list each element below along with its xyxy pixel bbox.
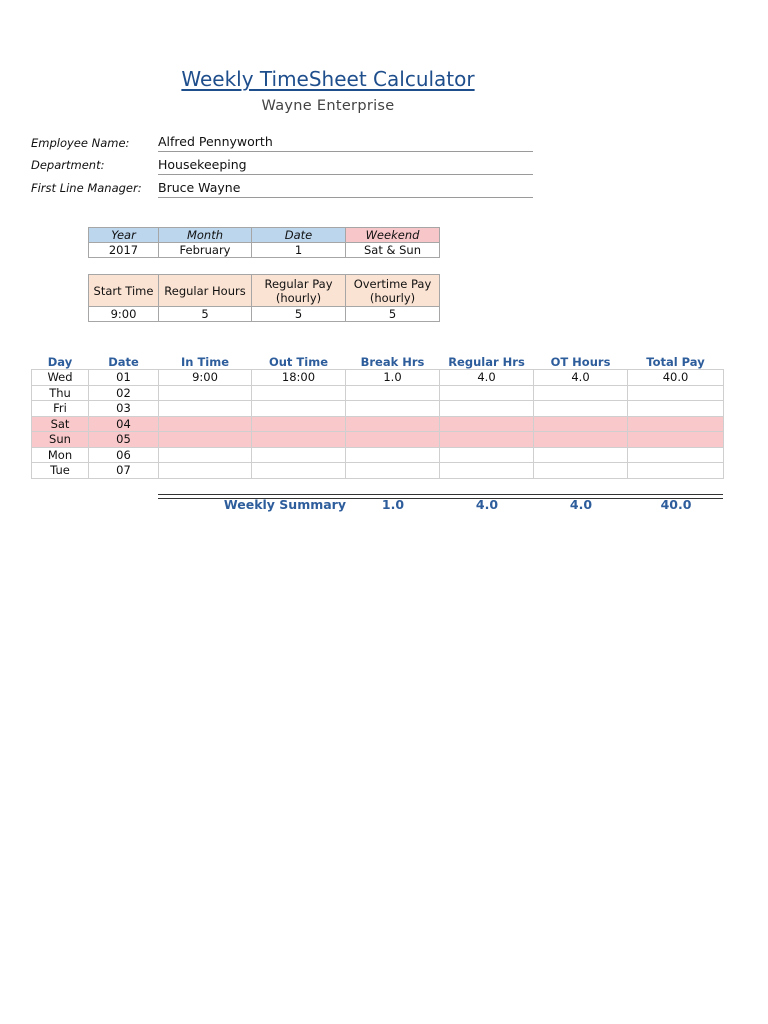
- date-cell: 05: [89, 432, 159, 448]
- column-header: Regular Hrs: [448, 354, 525, 369]
- table-row: [32, 463, 724, 479]
- date-cell: 07: [89, 463, 159, 479]
- day-cell: Thu: [32, 385, 89, 401]
- period-table: [88, 227, 440, 258]
- break-hrs-cell[interactable]: 1.0: [346, 370, 440, 386]
- regular-hrs-cell[interactable]: [440, 447, 534, 463]
- total-pay-cell[interactable]: [628, 463, 724, 479]
- regular-hours-header: Regular Hours: [159, 275, 252, 307]
- out-time-cell[interactable]: [252, 447, 346, 463]
- out-time-cell[interactable]: 18:00: [252, 370, 346, 386]
- timesheet-header-row: [32, 354, 724, 370]
- day-cell: Mon: [32, 447, 89, 463]
- timesheet-table: [31, 354, 724, 479]
- total-pay-cell[interactable]: [628, 385, 724, 401]
- total-pay-cell[interactable]: [628, 416, 724, 432]
- out-time-cell[interactable]: [252, 432, 346, 448]
- regular-hrs-cell[interactable]: 4.0: [440, 370, 534, 386]
- day-cell: Fri: [32, 401, 89, 417]
- day-cell: Wed: [32, 370, 89, 386]
- date-header: Date: [252, 228, 346, 243]
- regular-hrs-cell[interactable]: [440, 401, 534, 417]
- total-pay-cell[interactable]: 40.0: [628, 370, 724, 386]
- column-header: OT Hours: [550, 354, 611, 369]
- regular-hrs-cell[interactable]: [440, 416, 534, 432]
- summary-ot-hours: 4.0: [569, 497, 593, 512]
- month-header: Month: [159, 228, 252, 243]
- ot-hours-cell[interactable]: 4.0: [534, 370, 628, 386]
- column-header: Date: [108, 354, 139, 369]
- total-pay-cell[interactable]: [628, 432, 724, 448]
- column-header: Out Time: [268, 354, 329, 369]
- regular-hours-cell[interactable]: 5: [159, 307, 252, 322]
- start-time-cell[interactable]: 9:00: [89, 307, 159, 322]
- in-time-cell[interactable]: [159, 463, 252, 479]
- total-pay-cell[interactable]: [628, 401, 724, 417]
- employee-name-label: Employee Name:: [31, 136, 130, 150]
- ot-hours-cell[interactable]: [534, 401, 628, 417]
- day-cell: Tue: [32, 463, 89, 479]
- in-time-cell[interactable]: [159, 432, 252, 448]
- year-header: Year: [89, 228, 159, 243]
- table-row: [32, 385, 724, 401]
- table-row: [32, 401, 724, 417]
- total-pay-cell[interactable]: [628, 447, 724, 463]
- in-time-cell[interactable]: [159, 401, 252, 417]
- manager-label: First Line Manager:: [31, 181, 142, 195]
- table-row: [32, 447, 724, 463]
- in-time-cell[interactable]: 9:00: [159, 370, 252, 386]
- table-row: [32, 432, 724, 448]
- ot-hours-cell[interactable]: [534, 385, 628, 401]
- date-cell: 04: [89, 416, 159, 432]
- table-row: [32, 416, 724, 432]
- day-cell: Sun: [32, 432, 89, 448]
- column-header: Break Hrs: [360, 354, 425, 369]
- ot-hours-cell[interactable]: [534, 447, 628, 463]
- year-cell[interactable]: 2017: [89, 243, 159, 258]
- date-cell: 02: [89, 385, 159, 401]
- regular-hrs-cell[interactable]: [440, 432, 534, 448]
- column-header: Day: [47, 354, 73, 369]
- start-time-header: Start Time: [89, 275, 159, 307]
- company-name: Wayne Enterprise: [261, 98, 395, 114]
- summary-total-pay: 40.0: [660, 497, 692, 512]
- break-hrs-cell[interactable]: [346, 432, 440, 448]
- summary-break-hrs: 1.0: [381, 497, 405, 512]
- date-cell[interactable]: 1: [252, 243, 346, 258]
- department-label: Department:: [31, 158, 105, 172]
- department-field[interactable]: Housekeeping: [158, 157, 533, 175]
- break-hrs-cell[interactable]: [346, 401, 440, 417]
- out-time-cell[interactable]: [252, 385, 346, 401]
- regular-hrs-cell[interactable]: [440, 385, 534, 401]
- page-title: Weekly TimeSheet Calculator: [181, 67, 475, 91]
- day-cell: Sat: [32, 416, 89, 432]
- date-cell: 01: [89, 370, 159, 386]
- ot-hours-cell[interactable]: [534, 432, 628, 448]
- weekly-summary-label: Weekly Summary: [223, 497, 346, 512]
- manager-field[interactable]: Bruce Wayne: [158, 180, 533, 198]
- regular-pay-header: Regular Pay (hourly): [252, 275, 346, 307]
- column-header: Total Pay: [646, 354, 705, 369]
- summary-regular-hrs: 4.0: [475, 497, 499, 512]
- regular-pay-cell[interactable]: 5: [252, 307, 346, 322]
- in-time-cell[interactable]: [159, 385, 252, 401]
- out-time-cell[interactable]: [252, 416, 346, 432]
- break-hrs-cell[interactable]: [346, 463, 440, 479]
- break-hrs-cell[interactable]: [346, 385, 440, 401]
- date-cell: 03: [89, 401, 159, 417]
- ot-hours-cell[interactable]: [534, 416, 628, 432]
- in-time-cell[interactable]: [159, 416, 252, 432]
- column-header: In Time: [180, 354, 230, 369]
- overtime-pay-header: Overtime Pay (hourly): [346, 275, 440, 307]
- date-cell: 06: [89, 447, 159, 463]
- break-hrs-cell[interactable]: [346, 416, 440, 432]
- rates-table: [88, 274, 440, 322]
- ot-hours-cell[interactable]: [534, 463, 628, 479]
- out-time-cell[interactable]: [252, 401, 346, 417]
- weekend-header: Weekend: [346, 228, 440, 243]
- overtime-pay-cell[interactable]: 5: [346, 307, 440, 322]
- break-hrs-cell[interactable]: [346, 447, 440, 463]
- in-time-cell[interactable]: [159, 447, 252, 463]
- regular-hrs-cell[interactable]: [440, 463, 534, 479]
- weekend-cell[interactable]: Sat & Sun: [346, 243, 440, 258]
- employee-name-field[interactable]: Alfred Pennyworth: [158, 134, 533, 152]
- month-cell[interactable]: February: [159, 243, 252, 258]
- out-time-cell[interactable]: [252, 463, 346, 479]
- table-row: [32, 370, 724, 386]
